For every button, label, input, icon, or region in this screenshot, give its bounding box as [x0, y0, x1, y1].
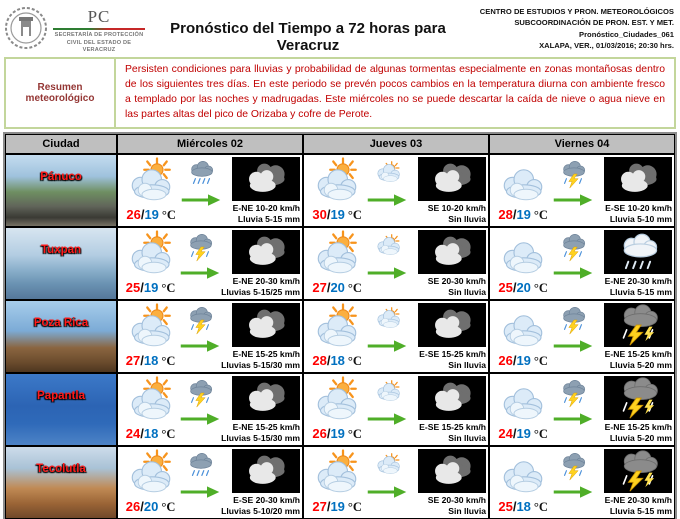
day-weather-icon [497, 449, 549, 497]
temperature [498, 499, 548, 515]
temp-min: 19 [330, 206, 345, 222]
temperature [498, 353, 548, 369]
summary-text: Persisten condiciones para lluvias y probabilidad de algunas tormentas especialmente en zonas montañosas dentro de los siguientes tres días. En este periodo se prevén pocos cambios en la temperatura diurna con ambiente fresco a templado por las noches y madrugadas. Este miércoles no se puede descartar la caída de nieve o agua nieve en las partes altas del pico de Orizaba y cofre de Perote. [116, 57, 676, 129]
day-weather-icon [125, 376, 177, 424]
city-photo [5, 373, 117, 446]
wind-forecast: E-SE 15-25 km/h [419, 349, 486, 360]
green-arrow-icon [552, 193, 594, 207]
wind-forecast: E-SE 20-30 km/h [233, 495, 300, 506]
wind-forecast: E-SE 15-25 km/h [419, 422, 486, 433]
day-conditions [492, 375, 552, 444]
night-weather-icon [232, 157, 300, 202]
column-header-wednesday: Miércoles 02 [117, 134, 303, 154]
temp-min: 18 [143, 425, 159, 441]
temp-separator: / [512, 206, 517, 222]
night-section [408, 448, 486, 517]
green-arrow-icon [366, 412, 408, 426]
day-conditions [120, 302, 179, 371]
city-photo [5, 154, 117, 227]
forecast-cell [117, 227, 303, 300]
night-weather-icon [232, 230, 300, 275]
night-section [594, 375, 672, 444]
forecast-cell [303, 446, 489, 519]
rain-forecast: Lluvias 5-10/20 mm [221, 506, 300, 517]
rain-forecast: Lluvia 5-20 mm [609, 360, 672, 371]
wind-forecast: SE 10-20 km/h [427, 203, 486, 214]
summary-label: Resumen meteorológico [4, 57, 116, 129]
night-section [594, 302, 672, 371]
document-header [0, 0, 680, 56]
city-name: Poza Rica [33, 316, 89, 329]
temp-unit: °C [533, 426, 548, 441]
wind-forecast: E-SE 10-20 km/h [605, 203, 672, 214]
trend-weather-icon [370, 378, 404, 408]
rain-forecast: Lluvias 5-15/30 mm [221, 360, 300, 371]
wind-forecast: E-NE 15-25 km/h [232, 422, 300, 433]
forecast-cell [303, 373, 489, 446]
table-body [5, 154, 675, 519]
day-conditions [306, 375, 366, 444]
temp-separator: / [140, 206, 145, 222]
rain-forecast: Lluvia 5-10 mm [609, 214, 672, 225]
temperature [126, 353, 176, 369]
temp-max: 26 [126, 206, 141, 222]
temp-unit: °C [347, 353, 362, 368]
table-row [5, 154, 675, 227]
day-weather-icon [311, 157, 363, 205]
temperature [126, 207, 176, 223]
wind-forecast: E-NE 15-25 km/h [604, 349, 672, 360]
temperature [126, 426, 176, 442]
temp-min: 19 [516, 425, 531, 441]
veracruz-seal-icon [4, 5, 48, 51]
night-section [408, 156, 486, 225]
temp-max: 27 [125, 352, 141, 368]
trend-weather-icon [556, 159, 590, 189]
day-conditions [120, 156, 180, 225]
temp-min: 18 [516, 498, 531, 514]
trend-weather-icon [370, 159, 404, 189]
temp-separator: / [326, 425, 331, 441]
column-header-thursday: Jueves 03 [303, 134, 489, 154]
day-weather-icon [497, 230, 549, 278]
green-arrow-icon [366, 485, 408, 499]
column-header-city: Ciudad [5, 134, 117, 154]
rain-forecast: Sin lluvia [448, 214, 486, 225]
temperature [498, 207, 548, 223]
temp-separator: / [326, 498, 331, 514]
meta-line: Pronóstico_Ciudades_061 [579, 29, 674, 39]
temp-separator: / [512, 498, 517, 514]
trend-section [366, 302, 408, 371]
forecast-cell [489, 373, 675, 446]
temp-min: 19 [143, 279, 159, 295]
temp-max: 25 [498, 279, 513, 295]
temp-separator: / [326, 352, 331, 368]
night-weather-icon [418, 157, 486, 202]
day-conditions [492, 448, 552, 517]
temp-unit: °C [347, 207, 362, 222]
night-section [221, 375, 300, 444]
wind-forecast: E-NE 20-30 km/h [604, 276, 672, 287]
city-name: Tecolutla [36, 462, 86, 475]
day-weather-icon [311, 303, 363, 351]
forecast-cell [489, 446, 675, 519]
meta-line: CENTRO DE ESTUDIOS Y PRON. METEOROLÓGICOS [479, 7, 674, 16]
temp-min: 20 [143, 498, 159, 514]
trend-weather-icon [370, 305, 404, 335]
night-weather-icon [232, 449, 300, 494]
trend-section [552, 229, 594, 298]
temperature [498, 426, 548, 442]
day-conditions [120, 229, 179, 298]
night-section [594, 156, 672, 225]
forecast-cell [489, 300, 675, 373]
trend-weather-icon [183, 305, 217, 335]
trend-section [179, 448, 221, 517]
day-weather-icon [311, 230, 363, 278]
temp-max: 24 [498, 425, 513, 441]
rain-forecast: Sin lluvia [448, 506, 486, 517]
temp-unit: °C [161, 499, 176, 514]
pc-logo-text [53, 5, 145, 55]
temp-unit: °C [161, 353, 176, 368]
temperature [312, 353, 362, 369]
pc-org-name: SECRETARÍA DE PROTECCIÓN CIVIL DEL ESTADO DE VERACRUZ [54, 32, 144, 54]
day-weather-icon [125, 303, 177, 351]
night-weather-icon [604, 157, 672, 202]
forecast-cell [303, 227, 489, 300]
rain-forecast: Lluvias 5-15/25 mm [221, 287, 300, 298]
meta-line: SUBCOORDINACIÓN DE PRON. EST. Y MET. [514, 18, 674, 28]
night-weather-icon [604, 303, 672, 348]
temperature [498, 280, 548, 296]
temp-min: 18 [143, 352, 159, 368]
green-arrow-icon [552, 412, 594, 426]
forecast-cell [303, 300, 489, 373]
forecast-cell [489, 227, 675, 300]
green-arrow-icon [179, 485, 221, 499]
page-title: Pronóstico del Tiempo a 72 horas para Veracruz [170, 20, 446, 54]
day-conditions [306, 302, 366, 371]
temp-separator: / [140, 352, 144, 368]
green-arrow-icon [366, 339, 408, 353]
trend-weather-icon [183, 232, 217, 262]
temp-min: 19 [144, 206, 159, 222]
weather-summary [4, 57, 676, 129]
night-weather-icon [604, 376, 672, 421]
trend-weather-icon [556, 232, 590, 262]
table-row [5, 227, 675, 300]
night-section [221, 302, 300, 371]
night-weather-icon [418, 376, 486, 421]
temp-min: 18 [330, 352, 345, 368]
night-weather-icon [604, 230, 672, 275]
temp-max: 25 [125, 279, 141, 295]
day-weather-icon [125, 157, 177, 205]
forecast-cell [117, 373, 303, 446]
day-conditions [120, 375, 179, 444]
temp-unit: °C [533, 499, 548, 514]
trend-weather-icon [183, 451, 217, 481]
green-arrow-icon [179, 412, 221, 426]
rain-forecast: Lluvia 5-15 mm [237, 214, 300, 225]
table-header-row [5, 134, 675, 154]
temp-min: 19 [516, 352, 531, 368]
wind-forecast: E-NE 20-30 km/h [232, 276, 300, 287]
forecast-cell [117, 446, 303, 519]
day-conditions [492, 156, 552, 225]
rain-forecast: Lluvia 5-15 mm [609, 287, 672, 298]
trend-section [552, 302, 594, 371]
trend-weather-icon [556, 451, 590, 481]
green-arrow-icon [552, 266, 594, 280]
night-weather-icon [604, 449, 672, 494]
temp-max: 26 [498, 352, 513, 368]
trend-section [366, 375, 408, 444]
rain-forecast: Lluvias 5-15/30 mm [221, 433, 300, 444]
temp-unit: °C [533, 280, 548, 295]
temp-unit: °C [347, 499, 362, 514]
trend-section [179, 229, 221, 298]
city-photo [5, 300, 117, 373]
wind-forecast: E-NE 15-25 km/h [604, 422, 672, 433]
night-weather-icon [232, 303, 300, 348]
trend-section [552, 156, 594, 225]
pc-logo [4, 3, 162, 55]
night-section [408, 229, 486, 298]
trend-section [179, 375, 221, 444]
temp-unit: °C [347, 426, 362, 441]
night-weather-icon [232, 376, 300, 421]
temperature [312, 280, 362, 296]
day-weather-icon [311, 449, 363, 497]
day-weather-icon [497, 157, 549, 205]
temperature [312, 207, 362, 223]
temp-unit: °C [161, 280, 176, 295]
day-weather-icon [125, 230, 177, 278]
temp-unit: °C [533, 207, 548, 222]
wind-forecast: SE 20-30 km/h [427, 495, 486, 506]
wind-forecast: E-NE 10-20 km/h [232, 203, 300, 214]
city-photo [5, 446, 117, 519]
night-section [408, 375, 486, 444]
temperature [312, 499, 362, 515]
day-weather-icon [311, 376, 363, 424]
temperature [126, 280, 176, 296]
temp-separator: / [512, 279, 517, 295]
night-weather-icon [418, 303, 486, 348]
temp-separator: / [326, 206, 331, 222]
wind-forecast: SE 20-30 km/h [427, 276, 486, 287]
temp-max: 26 [312, 425, 327, 441]
trend-section [552, 448, 594, 517]
trend-section [366, 229, 408, 298]
temp-max: 27 [312, 498, 327, 514]
temp-min: 19 [330, 425, 345, 441]
temp-min: 19 [330, 498, 345, 514]
day-conditions [306, 448, 366, 517]
temp-max: 30 [312, 206, 327, 222]
temp-separator: / [140, 279, 144, 295]
temp-unit: °C [161, 207, 176, 222]
trend-section [366, 448, 408, 517]
temp-max: 24 [125, 425, 141, 441]
temp-unit: °C [533, 353, 548, 368]
temp-max: 27 [312, 279, 327, 295]
trend-section [180, 156, 222, 225]
issuer-meta [454, 3, 676, 52]
rain-forecast: Sin lluvia [448, 360, 486, 371]
temp-max: 28 [312, 352, 327, 368]
night-section [221, 229, 300, 298]
temp-separator: / [140, 425, 144, 441]
trend-weather-icon [183, 378, 217, 408]
table-row [5, 446, 675, 519]
temp-unit: °C [161, 426, 176, 441]
meta-line: XALAPA, VER., 01/03/2016; 20:30 hrs. [539, 41, 674, 51]
day-conditions [492, 229, 552, 298]
pc-abbr: PC [53, 7, 145, 30]
night-weather-icon [418, 449, 486, 494]
trend-weather-icon [184, 159, 218, 189]
green-arrow-icon [366, 266, 408, 280]
temp-min: 20 [516, 279, 531, 295]
forecast-cell [303, 154, 489, 227]
forecast-cell [489, 154, 675, 227]
temp-max: 28 [498, 206, 513, 222]
green-arrow-icon [366, 193, 408, 207]
day-weather-icon [497, 303, 549, 351]
rain-forecast: Lluvia 5-20 mm [609, 433, 672, 444]
forecast-cell [117, 300, 303, 373]
trend-section [179, 302, 221, 371]
day-conditions [492, 302, 552, 371]
table-row [5, 300, 675, 373]
table-row [5, 373, 675, 446]
trend-section [552, 375, 594, 444]
night-weather-icon [418, 230, 486, 275]
green-arrow-icon [179, 266, 221, 280]
temp-max: 26 [125, 498, 141, 514]
temp-unit: °C [347, 280, 362, 295]
wind-forecast: E-NE 15-25 km/h [232, 349, 300, 360]
day-weather-icon [497, 376, 549, 424]
night-section [221, 448, 300, 517]
green-arrow-icon [552, 485, 594, 499]
rain-forecast: Lluvia 5-15 mm [609, 506, 672, 517]
city-name: Papantla [37, 389, 85, 402]
day-weather-icon [125, 449, 177, 497]
temperature [126, 499, 176, 515]
day-conditions [306, 229, 366, 298]
green-arrow-icon [180, 193, 222, 207]
city-name: Tuxpan [40, 243, 82, 256]
rain-forecast: Sin lluvia [448, 433, 486, 444]
city-name: Pánuco [40, 170, 82, 183]
temp-separator: / [326, 279, 331, 295]
temp-separator: / [140, 498, 144, 514]
night-section [222, 156, 300, 225]
day-conditions [120, 448, 179, 517]
temp-min: 20 [330, 279, 345, 295]
wind-forecast: E-NE 20-30 km/h [604, 495, 672, 506]
trend-weather-icon [370, 232, 404, 262]
green-arrow-icon [552, 339, 594, 353]
temp-min: 19 [516, 206, 531, 222]
column-header-friday: Viernes 04 [489, 134, 675, 154]
trend-weather-icon [556, 305, 590, 335]
day-conditions [306, 156, 366, 225]
night-section [594, 229, 672, 298]
green-arrow-icon [179, 339, 221, 353]
city-photo [5, 227, 117, 300]
forecast-cell [117, 154, 303, 227]
temp-separator: / [512, 425, 517, 441]
trend-weather-icon [556, 378, 590, 408]
night-section [594, 448, 672, 517]
trend-weather-icon [370, 451, 404, 481]
rain-forecast: Sin lluvia [448, 287, 486, 298]
temperature [312, 426, 362, 442]
forecast-table [3, 132, 677, 519]
night-section [408, 302, 486, 371]
temp-max: 25 [498, 498, 513, 514]
trend-section [366, 156, 408, 225]
temp-separator: / [512, 352, 517, 368]
